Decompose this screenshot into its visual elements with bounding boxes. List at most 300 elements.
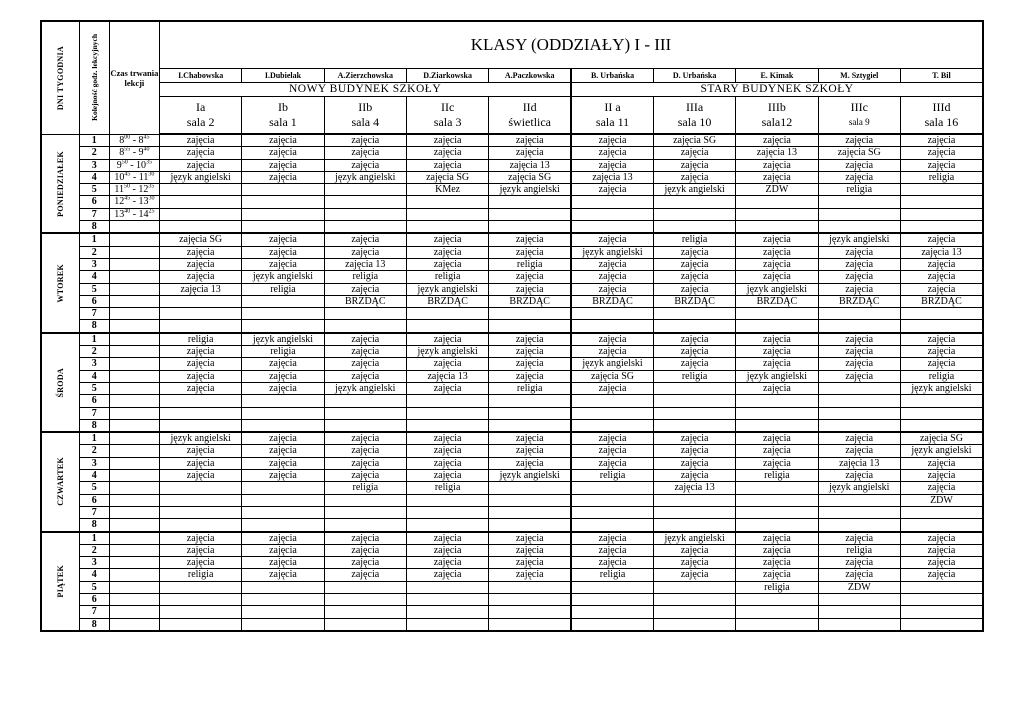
lesson-cell: religia [571,569,653,581]
lesson-cell: zajęcia [406,445,488,457]
lesson-cell [324,618,406,631]
lesson-number: 8 [79,320,109,333]
lesson-cell [571,419,653,432]
lesson-cell: zajęcia [900,147,983,159]
lesson-time [109,196,159,208]
lesson-cell: zajęcia [900,482,983,494]
lesson-time [109,370,159,382]
time-start-minute: 00 [124,134,131,141]
lesson-time [109,419,159,432]
lesson-cell: zajęcia [489,271,571,283]
lesson-cell: zajęcia [159,557,241,569]
lesson-cell [406,196,488,208]
lesson-cell: zajęcia [653,569,735,581]
lesson-cell: zajęcia 13 [818,457,900,469]
lesson-cell: zajęcia 13 [900,246,983,258]
lesson-cell: zajęcia [324,246,406,258]
lesson-cell: zajęcia [489,457,571,469]
lesson-cell [900,606,983,618]
lesson-time [109,432,159,445]
lesson-cell: zajęcia [653,557,735,569]
lesson-number: 4 [79,271,109,283]
lesson-number: 3 [79,258,109,270]
lesson-cell: język angielski [159,171,241,183]
lesson-cell [653,618,735,631]
lesson-cell: zajęcia SG [818,147,900,159]
lesson-cell: zajęcia [736,432,818,445]
class-header [818,97,900,135]
lesson-cell: religia [818,184,900,196]
lesson-cell [242,184,324,196]
time-separator: - [130,184,139,196]
timetable-sheet [40,20,984,632]
lesson-cell: BRZDĄC [324,295,406,307]
lesson-time [109,519,159,532]
lesson-time [109,618,159,631]
lesson-number: 2 [79,445,109,457]
table-row [41,457,983,469]
lesson-cell: zajęcia [571,233,653,246]
lesson-cell: religia [324,271,406,283]
time-start-hour: 10 [114,171,125,183]
lesson-cell: zajęcia [571,544,653,556]
lesson-cell: zajęcia [736,271,818,283]
lesson-cell [324,395,406,407]
time-start-hour: 9 [116,159,122,171]
time-separator: - [130,171,139,183]
header-kolejnosc-label: Kolejność godz. lekcyjnych [89,34,99,122]
lesson-cell: zajęcia [653,283,735,295]
lesson-cell [736,196,818,208]
lesson-cell: zajęcia [489,147,571,159]
lesson-cell [900,581,983,593]
lesson-number: 8 [79,618,109,631]
lesson-cell [900,221,983,234]
lesson-cell [406,407,488,419]
lesson-cell: zajęcia [900,159,983,171]
lesson-cell: zajęcia SG [406,171,488,183]
table-row [41,246,983,258]
lesson-cell [571,506,653,518]
lesson-cell [818,593,900,605]
lesson-cell: zajęcia [406,233,488,246]
lesson-time [109,532,159,545]
table-row [41,532,983,545]
lesson-cell [406,506,488,518]
lesson-cell: zajęcia [159,246,241,258]
lesson-cell [159,494,241,506]
lesson-cell: zajęcia [406,532,488,545]
lesson-cell: zajęcia [571,432,653,445]
class-name: IIId [932,100,951,114]
teacher-cell: T. Bil [900,69,983,83]
building-old: STARY BUDYNEK SZKOŁY [571,83,983,97]
lesson-time [109,494,159,506]
lesson-cell: zajęcia [159,457,241,469]
lesson-cell [489,419,571,432]
lesson-cell [818,221,900,234]
lesson-cell [324,581,406,593]
lesson-number: 1 [79,432,109,445]
lesson-cell [324,494,406,506]
lesson-time [109,407,159,419]
lesson-cell: zajęcia [242,432,324,445]
lesson-cell [406,581,488,593]
lesson-cell: zajęcia [571,159,653,171]
lesson-cell: zajęcia [818,283,900,295]
lesson-cell: zajęcia [159,470,241,482]
lesson-cell [653,506,735,518]
table-row [41,557,983,569]
lesson-cell [406,395,488,407]
lesson-cell [489,494,571,506]
lesson-cell: zajęcia [324,445,406,457]
header-dni-tygodnia-label: DNI TYGODNIA [55,45,65,110]
time-separator: - [130,196,139,208]
lesson-cell [324,506,406,518]
day-name: WTOREK [55,263,65,303]
lesson-cell [900,519,983,532]
lesson-cell [324,308,406,320]
lesson-cell [818,419,900,432]
teacher-cell: I.Dubielak [242,69,324,83]
lesson-cell [489,320,571,333]
lesson-cell [242,606,324,618]
table-row [41,593,983,605]
time-end-hour: 11 [138,171,149,183]
class-header [242,97,324,135]
table-row [41,407,983,419]
lesson-cell: religia [406,482,488,494]
lesson-cell: zajęcia [571,333,653,346]
lesson-cell [159,295,241,307]
lesson-cell: zajęcia [653,445,735,457]
lesson-cell [159,407,241,419]
lesson-cell [324,208,406,220]
lesson-cell: religia [159,569,241,581]
lesson-cell: religia [242,283,324,295]
lesson-cell [406,308,488,320]
lesson-cell [653,196,735,208]
lesson-time [109,346,159,358]
lesson-cell: BRZDĄC [406,295,488,307]
lesson-cell [736,221,818,234]
table-row [41,494,983,506]
lesson-cell: zajęcia [406,382,488,394]
class-name: II a [604,100,621,114]
lesson-cell: zajęcia [324,370,406,382]
lesson-cell: zajęcia 13 [571,171,653,183]
table-row [41,320,983,333]
lesson-cell: zajęcia 13 [736,147,818,159]
lesson-cell [242,308,324,320]
lesson-cell: zajęcia [242,557,324,569]
lesson-cell [159,395,241,407]
lesson-cell [489,395,571,407]
table-row [41,445,983,457]
lesson-cell: BRZDĄC [571,295,653,307]
lesson-cell: zajęcia [324,470,406,482]
lesson-number: 7 [79,506,109,518]
time-end-minute: 35 [148,183,155,190]
lesson-cell: zajęcia [653,346,735,358]
lesson-cell: zajęcia [736,159,818,171]
lesson-cell [653,593,735,605]
lesson-cell: zajęcia [406,358,488,370]
lesson-cell [159,419,241,432]
lesson-cell: zajęcia [406,432,488,445]
teacher-cell: D. Urbańska [653,69,735,83]
header-czas [109,21,159,134]
lesson-cell [159,482,241,494]
lesson-cell [653,208,735,220]
lesson-cell [242,208,324,220]
lesson-cell [242,593,324,605]
lesson-cell: religia [736,470,818,482]
lesson-number: 8 [79,519,109,532]
lesson-cell [818,208,900,220]
lesson-time [109,134,159,147]
table-row [41,581,983,593]
lesson-cell: zajęcia [818,432,900,445]
lesson-cell: zajęcia [653,432,735,445]
teacher-cell: B. Urbańska [571,69,653,83]
lesson-number: 7 [79,606,109,618]
lesson-cell [489,506,571,518]
lesson-cell: język angielski [489,184,571,196]
lesson-cell: zajęcia 13 [159,283,241,295]
lesson-cell: zajęcia [406,134,488,147]
lesson-cell [571,308,653,320]
lesson-cell: zajęcia [324,532,406,545]
time-end-minute: 35 [146,159,153,166]
lesson-cell [242,320,324,333]
lesson-cell: zajęcia SG [571,370,653,382]
lesson-cell [324,407,406,419]
lesson-cell [489,221,571,234]
table-row [41,159,983,171]
day-label-cell [41,432,79,531]
lesson-cell [653,494,735,506]
time-separator: - [127,159,137,171]
lesson-cell [571,519,653,532]
lesson-number: 4 [79,569,109,581]
lesson-cell: zajęcia [653,544,735,556]
lesson-cell [406,494,488,506]
lesson-cell: zajęcia [242,147,324,159]
class-name: IIIc [850,100,868,114]
lesson-cell: zajęcia [736,544,818,556]
lesson-cell [571,606,653,618]
lesson-cell: zajęcia [489,532,571,545]
lesson-cell: ZDW [818,581,900,593]
lesson-number: 2 [79,246,109,258]
lesson-cell: zajęcia [900,470,983,482]
lesson-cell [736,419,818,432]
table-row [41,519,983,532]
lesson-cell: zajęcia [736,569,818,581]
lesson-cell [736,593,818,605]
lesson-cell [818,382,900,394]
lesson-cell: zajęcia [736,382,818,394]
lesson-cell: zajęcia [571,258,653,270]
class-room: sala 10 [677,115,712,129]
table-row [41,618,983,631]
lesson-cell: zajęcia [489,432,571,445]
lesson-cell: zajęcia [324,134,406,147]
lesson-cell: zajęcia [818,271,900,283]
lesson-cell: zajęcia [653,246,735,258]
lesson-cell: zajęcia [324,283,406,295]
lesson-cell: zajęcia [818,159,900,171]
lesson-cell: religia [406,271,488,283]
time-end-hour: 12 [138,184,149,196]
lesson-cell: zajęcia [489,246,571,258]
table-row [41,233,983,246]
lesson-number: 1 [79,333,109,346]
schedule-body [41,134,983,631]
lesson-cell: zajęcia [489,569,571,581]
lesson-time [109,147,159,159]
lesson-cell: zajęcia [324,432,406,445]
lesson-cell: zajęcia [571,532,653,545]
lesson-number: 5 [79,184,109,196]
lesson-cell: zajęcia 13 [489,159,571,171]
table-row [41,283,983,295]
lesson-cell: zajęcia [900,258,983,270]
lesson-cell: zajęcia [571,271,653,283]
lesson-cell: zajęcia [159,134,241,147]
lesson-time [109,581,159,593]
lesson-cell [159,506,241,518]
lesson-cell [406,419,488,432]
lesson-cell [736,482,818,494]
lesson-cell [324,320,406,333]
lesson-cell: zajęcia [653,159,735,171]
lesson-cell: zajęcia [242,544,324,556]
lesson-cell: zajęcia [406,457,488,469]
lesson-number: 1 [79,532,109,545]
lesson-cell [653,419,735,432]
lesson-time [109,470,159,482]
lesson-number: 6 [79,295,109,307]
table-row [41,346,983,358]
table-row [41,208,983,220]
lesson-cell: zajęcia [406,470,488,482]
lesson-cell [818,395,900,407]
lesson-cell: zajęcia [406,159,488,171]
day-name: PONIEDZIAŁEK [55,150,65,217]
class-name: Ia [195,100,206,114]
lesson-cell [900,308,983,320]
table-row [41,432,983,445]
time-end-minute: 30 [148,171,155,178]
lesson-cell: zajęcia [736,134,818,147]
teacher-cell: A.Zierzchowska [324,69,406,83]
lesson-cell: zajęcia [159,346,241,358]
teacher-row [41,69,983,83]
table-row [41,470,983,482]
table-row [41,308,983,320]
lesson-time [109,283,159,295]
lesson-cell [406,320,488,333]
lesson-cell: zajęcia [571,147,653,159]
lesson-cell: zajęcia [324,358,406,370]
lesson-time [109,382,159,394]
lesson-cell: język angielski [653,184,735,196]
lesson-cell [571,320,653,333]
lesson-cell: zajęcia [818,346,900,358]
lesson-cell [159,593,241,605]
lesson-cell [324,606,406,618]
lesson-cell: zajęcia [736,246,818,258]
lesson-cell [489,208,571,220]
lesson-cell: język angielski [818,482,900,494]
lesson-number: 5 [79,581,109,593]
lesson-cell: zajęcia [489,445,571,457]
table-row [41,295,983,307]
day-label-cell [41,134,79,233]
lesson-cell: zajęcia 13 [406,370,488,382]
lesson-cell: BRZDĄC [736,295,818,307]
lesson-cell [736,407,818,419]
lesson-cell: zajęcia [406,246,488,258]
lesson-cell [571,581,653,593]
lesson-cell [571,208,653,220]
lesson-cell: zajęcia [571,445,653,457]
lesson-cell: zajęcia [159,544,241,556]
building-new: NOWY BUDYNEK SZKOŁY [159,83,571,97]
lesson-cell: zajęcia [736,171,818,183]
lesson-cell: zajęcia [736,346,818,358]
lesson-cell [406,606,488,618]
lesson-cell [242,407,324,419]
lesson-cell: zajęcia [159,159,241,171]
lesson-number: 4 [79,370,109,382]
table-row [41,221,983,234]
lesson-cell: religia [571,470,653,482]
lesson-cell: religia [900,370,983,382]
lesson-cell: zajęcia [324,233,406,246]
time-start-minute: 45 [124,171,131,178]
lesson-cell [736,618,818,631]
lesson-cell: zajęcia [324,346,406,358]
day-label-cell [41,532,79,631]
lesson-cell [818,196,900,208]
lesson-cell: zajęcia [818,470,900,482]
table-row [41,370,983,382]
lesson-time [109,184,159,196]
lesson-number: 3 [79,358,109,370]
class-header [159,97,241,135]
lesson-cell: zajęcia 13 [653,482,735,494]
lesson-cell [159,184,241,196]
lesson-cell: zajęcia [900,134,983,147]
class-header [489,97,571,135]
lesson-cell [900,506,983,518]
lesson-number: 3 [79,557,109,569]
lesson-cell: KMez [406,184,488,196]
lesson-number: 1 [79,233,109,246]
lesson-cell [159,308,241,320]
lesson-cell: język angielski [900,382,983,394]
lesson-time [109,445,159,457]
table-row [41,171,983,183]
lesson-cell: zajęcia [242,159,324,171]
lesson-cell [571,618,653,631]
lesson-cell: zajęcia [406,333,488,346]
lesson-cell: zajęcia [818,171,900,183]
